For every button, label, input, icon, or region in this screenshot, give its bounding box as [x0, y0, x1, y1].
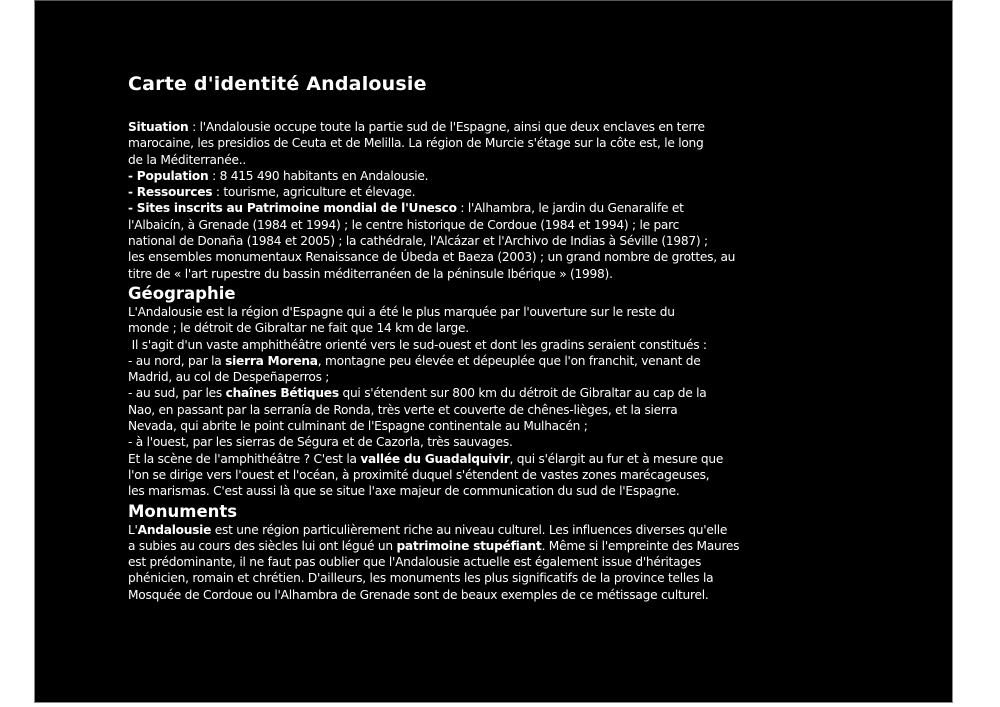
text-line: titre de « l'art rupestre du bassin méditerranéen de la péninsule Ibérique » (1998).: [128, 266, 613, 281]
text-line: l'on se dirige vers l'ouest et l'océan, à proximité duquel s'étendent de vastes zones marécageuses,: [128, 467, 710, 482]
text-line: est prédominante, il ne faut pas oublier que l'Andalousie actuelle est également issue d'héritages: [128, 555, 702, 570]
section-heading: Monuments: [128, 501, 238, 521]
text-line: - Sites inscrits au Patrimoine mondial de l'Unesco : l'Alhambra, le jardin du Genaralife et: [128, 201, 684, 216]
section-heading: Géographie: [128, 283, 236, 303]
text-line: Madrid, au col de Despeñaperros ;: [128, 370, 330, 385]
paragraph: [128, 304, 868, 500]
page-title: Carte d'identité Andalousie: [128, 73, 427, 95]
text-line: Situation : l'Andalousie occupe toute la partie sud de l'Espagne, ainsi que deux enclaves en terre: [128, 120, 705, 134]
text-line: - Population : 8 415 490 habitants en Andalousie.: [128, 168, 429, 183]
content: [128, 72, 868, 603]
text-line: monde ; le détroit de Gibraltar ne fait que 14 km de large.: [128, 321, 469, 336]
text-line: Et la scène de l'amphithéâtre ? C'est la vallée du Guadalquivir, qui s'élargit au fur et à mesure que: [128, 451, 724, 466]
paragraph: [128, 522, 868, 603]
text-line: Mosquée de Cordoue ou l'Alhambra de Grenade sont de beaux exemples de ce métissage culturel.: [128, 587, 709, 602]
text-line: - au nord, par la sierra Morena, montagne peu élevée et dépeuplée que l'on franchit, venant de: [128, 353, 701, 368]
text-line: - Ressources : tourisme, agriculture et élevage.: [128, 185, 416, 200]
text-line: - au sud, par les chaînes Bétiques qui s'étendent sur 800 km du détroit de Gibraltar au cap de la: [128, 386, 707, 401]
text-line: a subies au cours des siècles lui ont légué un patrimoine stupéfiant. Même si l'empreinte des Maures: [128, 538, 740, 553]
text-line: L'Andalousie est la région d'Espagne qui a été le plus marquée par l'ouverture sur le reste du: [128, 304, 675, 319]
paragraph: [128, 119, 868, 282]
text-line: marocaine, les presidios de Ceuta et de Melilla. La région de Murcie s'étage sur la côte est, le long: [128, 136, 704, 151]
text-line: les marismas. C'est aussi là que se situe l'axe majeur de communication du sud de l'Espagne.: [128, 484, 680, 499]
text-line: de la Méditerranée..: [128, 152, 246, 167]
text-line: les ensembles monumentaux Renaissance de Úbeda et Baeza (2003) ; un grand nombre de grottes, au: [128, 250, 736, 265]
text-line: Nao, en passant par la serranía de Ronda, très verte et couverte de chênes-lièges, et la sierra: [128, 402, 678, 417]
text-line: phénicien, romain et chrétien. D'ailleurs, les monuments les plus significatifs de la province telles la: [128, 571, 714, 586]
text-line: l'Albaicín, à Grenade (1984 et 1994) ; le centre historique de Cordoue (1984 et 1994) ; le parc: [128, 217, 680, 232]
text-line: Il s'agit d'un vaste amphithéâtre orienté vers le sud-ouest et dont les gradins seraient constitués :: [128, 337, 707, 352]
text-line: Nevada, qui abrite le point culminant de l'Espagne continentale au Mulhacén ;: [128, 419, 588, 434]
text-line: national de Donaña (1984 et 2005) ; la cathédrale, l'Alcázar et l'Archivo de Indias à Séville (1987) ;: [128, 234, 708, 249]
text-line: L'Andalousie est une région particulièrement riche au niveau culturel. Les influences diverses qu'elle: [128, 522, 728, 537]
text-line: - à l'ouest, par les sierras de Ségura et de Cazorla, très sauvages.: [128, 435, 513, 450]
slide: [34, 0, 953, 703]
